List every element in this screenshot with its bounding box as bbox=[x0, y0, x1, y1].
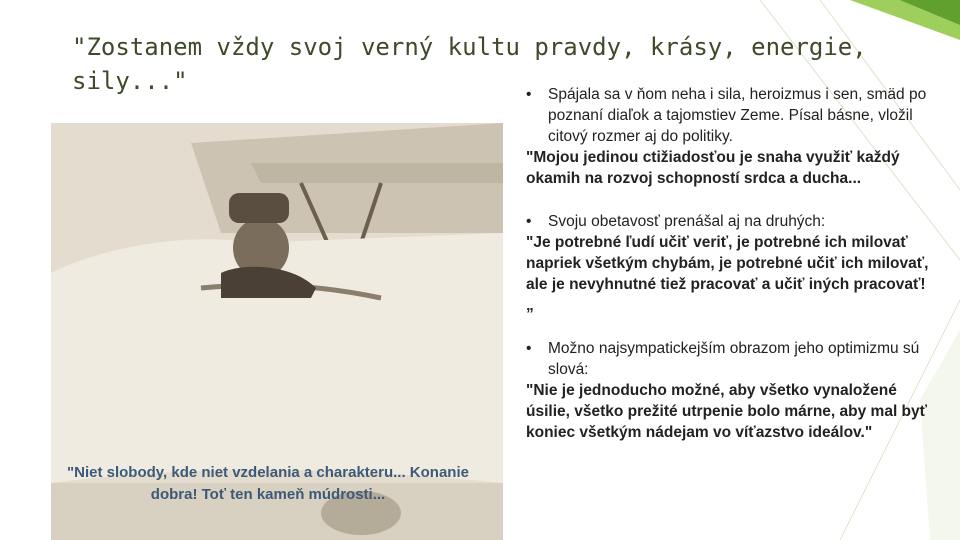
bullet-block-3 bbox=[526, 338, 931, 443]
bullet-block-1 bbox=[526, 84, 931, 189]
bullet-dot-icon: • bbox=[526, 86, 532, 103]
bullet-dot-icon: • bbox=[526, 340, 532, 357]
bullet-block-2 bbox=[526, 211, 931, 316]
text-column bbox=[526, 84, 931, 465]
slide-title: "Zostanem vždy svoj verný kultu pravdy, krásy, energie, sily..." bbox=[72, 33, 867, 95]
quote-text: "Mojou jedinou ctižiadosťou je snaha využiť každý okamih na rozvoj schopností srdca a ducha... bbox=[526, 149, 900, 187]
quote-text: "Je potrebné ľudí učiť veriť, je potrebné ich milovať napriek všetkým chybám, je potrebné učiť ich milovať, ale je nevyhnutné tiež pracovať a učiť iných pracovať!„ bbox=[526, 234, 929, 314]
bullet-text: Spájala sa v ňom neha i sila, heroizmus i sen, smäd po poznaní diaľok a tajomstiev Zeme. Písal básne, vložil citový rozmer aj do politiky. bbox=[548, 86, 927, 145]
bullet-text: Možno najsympatickejším obrazom jeho optimizmu sú slová: bbox=[548, 340, 920, 378]
photo-caption: "Niet slobody, kde niet vzdelania a charakteru... Konanie dobra! Toť ten kameň múdrosti... bbox=[67, 464, 469, 503]
bullet-dot-icon: • bbox=[526, 213, 532, 230]
quote-text: "Nie je jednoducho možné, aby všetko vynaložené úsilie, všetko prežité utrpenie bolo márne, aby mal byť koniec všetkým nádejam vo víťazstvo ideálov." bbox=[526, 382, 928, 441]
bullet-text: Svoju obetavosť prenášal aj na druhých: bbox=[548, 213, 826, 230]
